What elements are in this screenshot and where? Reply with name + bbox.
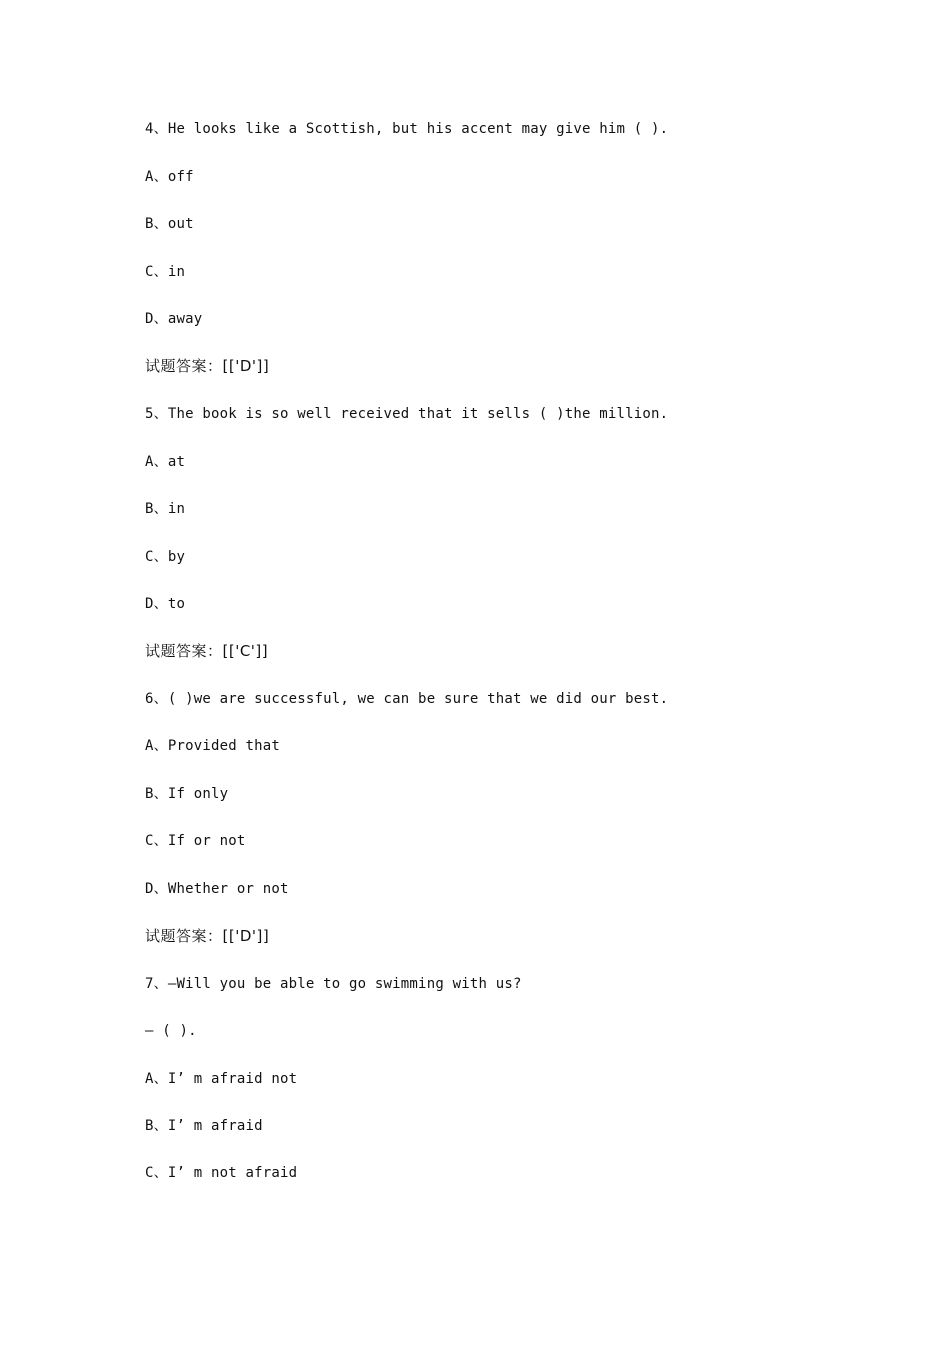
question-4-option-d: D、away xyxy=(145,311,203,327)
question-5-text: 5、The book is so well received that it sells ( )the million. xyxy=(145,406,669,422)
question-5-option-c: C、by xyxy=(145,549,186,565)
question-7-option-b: B、I’ m afraid xyxy=(145,1118,263,1134)
question-5-option-d: D、to xyxy=(145,596,186,612)
question-5-answer: 试题答案：[['C']] xyxy=(145,642,269,660)
question-7-option-c: C、I’ m not afraid xyxy=(145,1165,298,1181)
question-6-option-d: D、Whether or not xyxy=(145,881,289,897)
question-4-option-c: C、in xyxy=(145,264,186,280)
question-6-answer: 试题答案：[['D']] xyxy=(145,927,270,945)
question-5-option-a: A、at xyxy=(145,454,186,470)
question-7-text-line2: — ( ). xyxy=(145,1023,197,1039)
question-7-text: 7、—Will you be able to go swimming with us? xyxy=(145,976,522,992)
question-4-option-a: A、off xyxy=(145,169,194,185)
question-6-option-a: A、Provided that xyxy=(145,738,281,754)
question-4-option-b: B、out xyxy=(145,216,194,232)
question-6-option-b: B、If only xyxy=(145,786,229,802)
question-7-option-a: A、I’ m afraid not xyxy=(145,1071,298,1087)
question-5-option-b: B、in xyxy=(145,501,186,517)
question-6-option-c: C、If or not xyxy=(145,833,246,849)
question-6-text: 6、( )we are successful, we can be sure that we did our best. xyxy=(145,691,669,707)
question-4-text: 4、He looks like a Scottish, but his accent may give him ( ). xyxy=(145,121,669,137)
question-4-answer: 试题答案：[['D']] xyxy=(145,357,270,375)
